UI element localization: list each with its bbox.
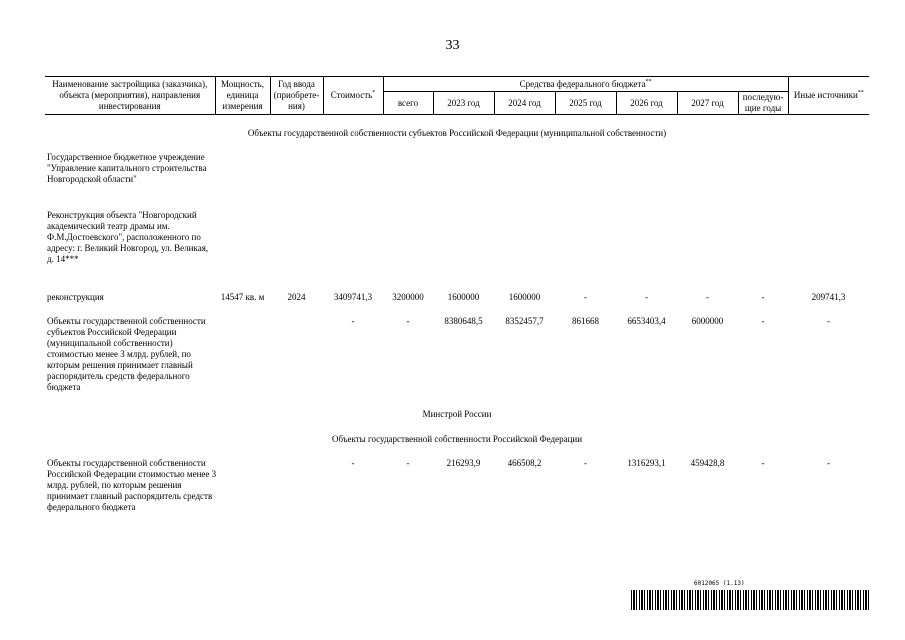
header-year: Год ввода (приобрете-ния) [270, 77, 323, 115]
cell-year: 2024 [287, 292, 306, 302]
cell-2026: 1316293,1 [627, 458, 666, 468]
header-federal-mark: ** [645, 78, 652, 85]
cell-2025: - [584, 292, 587, 302]
cell-cost: - [351, 458, 355, 468]
section-title-ministry: Минстрой России [422, 409, 492, 419]
cell-2024: 8352457,7 [505, 316, 544, 326]
header-2024: 2024 год [494, 92, 555, 115]
header-name: Наименование застройщика (заказчика), объекта (мероприятия), направления инвестирования [45, 77, 215, 115]
header-next: последую-щие годы [738, 92, 788, 115]
row-name-regional-small: Объекты государственной собственности субъектов Российской Федерации (муниципальной собственности) стоимостью менее 3 млрд. рублей, по которым решения принимает главный распорядитель средств федерального бюджета [47, 316, 206, 392]
cell-2027: 6000000 [691, 316, 724, 326]
page-number: 33 [445, 38, 460, 53]
document-stamp: 6012065 (1.13) [694, 580, 745, 587]
cell-2027: 459428,8 [690, 458, 725, 468]
cell-total: 3200000 [392, 292, 424, 302]
section-title-federal: Объекты государственной собственности Российской Федерации [331, 434, 583, 444]
cell-total: - [406, 458, 410, 468]
cell-2023: 1600000 [447, 292, 480, 302]
cell-2023: 8380648,5 [444, 316, 483, 326]
client-name: Государственное бюджетное учреждение "Управление капитального строительства Новгородской области" [47, 152, 207, 184]
section-title-regional: Объекты государственной собственности субъектов Российской Федерации (муниципальной собственности) [247, 128, 667, 138]
cell-other: - [827, 458, 830, 468]
cell-other: - [827, 316, 830, 326]
cell-cost: - [351, 316, 355, 326]
cell-total: - [406, 316, 410, 326]
table-row [0, 316, 905, 328]
header-other-mark: ** [857, 90, 864, 96]
cell-2025: 861668 [572, 316, 599, 326]
table-row [0, 458, 905, 470]
header-federal-label: Средства федерального бюджета [519, 78, 646, 89]
header-2026: 2026 год [616, 92, 677, 115]
header-2023: 2023 год [433, 92, 494, 115]
header-2025: 2025 год [555, 92, 616, 115]
cell-capacity: 14547 кв. м [220, 292, 265, 302]
table-row [0, 292, 905, 304]
header-capacity: Мощность, единица измерения [215, 77, 270, 115]
cell-2023: 216293,9 [446, 458, 481, 468]
header-2027: 2027 год [677, 92, 738, 115]
cell-other: 209741,3 [811, 292, 846, 302]
row-name-federal-small: Объекты государственной собственности Российской Федерации стоимостью менее 3 млрд. рублей, по которым решения принимает главный распорядитель средств федерального бюджета [47, 458, 217, 512]
header-cost-label: Стоимость [330, 90, 373, 100]
cell-2024: 1600000 [508, 292, 541, 302]
cell-next: - [761, 292, 765, 302]
cell-2024: 466508,2 [507, 458, 542, 468]
object-name: Реконструкция объекта "Новгородский академический театр драмы им. Ф.М.Достоевского", расположенного по адресу: г. Великий Новгород, ул. Великая, д. 14*** [47, 210, 209, 264]
cell-2026: 6653403,4 [627, 316, 666, 326]
cell-cost: 3409741,3 [333, 292, 373, 302]
cell-next: - [761, 458, 765, 468]
cell-2025: - [584, 458, 587, 468]
header-other-label: Иные источники [793, 90, 858, 100]
row-name-reconstruction: реконструкция [47, 292, 104, 302]
cell-next: - [761, 316, 765, 326]
cell-2026: - [645, 292, 648, 302]
barcode [631, 590, 869, 610]
header-total: всего [383, 92, 433, 115]
cell-2027: - [706, 292, 709, 302]
header-cost-mark: * [372, 90, 376, 96]
